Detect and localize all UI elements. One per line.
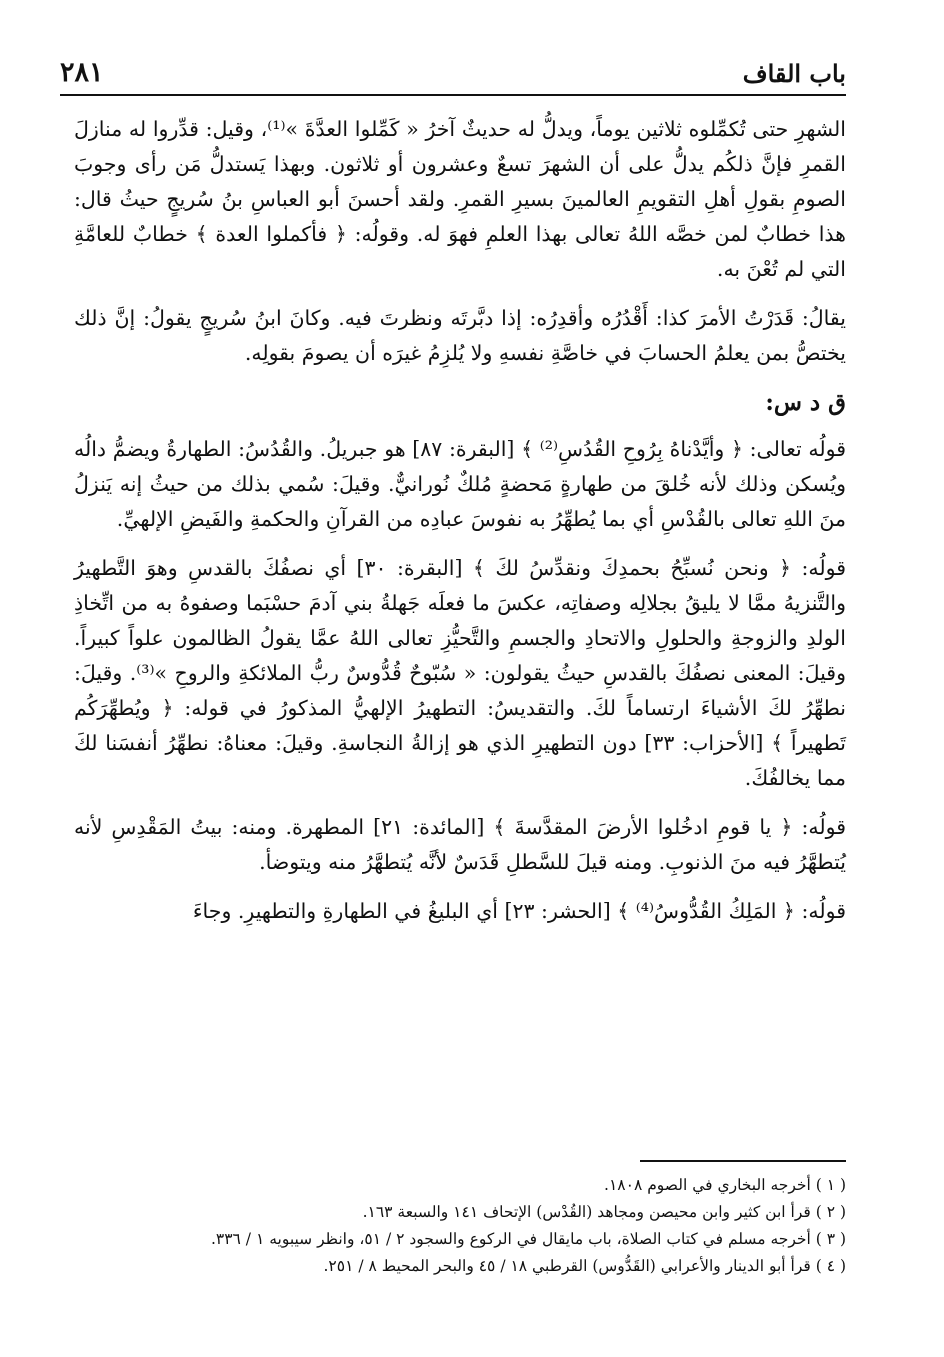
- entry-heading: ق د س:: [765, 389, 846, 416]
- footnotes: [74, 1172, 846, 1280]
- footnote: ( ١ ) أخرجه البخاري في الصوم ١٨٠٨.: [604, 1176, 846, 1194]
- main-text: [74, 112, 846, 943]
- running-title: باب القاف: [742, 59, 846, 88]
- page-number: ٢٨١: [60, 57, 104, 88]
- page-header: [60, 50, 846, 96]
- paragraph: يقالُ: قَدَرْتُ الأمرَ كذا: أَقْدُرُه وأقدِرُه: إذا دبَّرتَه ونظرتَ فيه. وكانَ ابنُ سُريجٍ يقولُ: إنَّ ذلك يختصُّ بمن يعلمُ الحسابَ في خاصَّةِ نفسهِ ولا يُلزِمُ غيرَه أن يصومَ بقولِه.: [74, 306, 846, 365]
- footnote: ( ٤ ) قرأ أبو الدينار والأعرابي (القَدُّوس) القرطبي ١٨ / ٤٥ والبحر المحيط ٨ / ٢٥١.: [323, 1257, 846, 1275]
- paragraph: الشهرِ حتى تُكمِّلوه ثلاثين يوماً، ويدلُّ له حديثٌ آخرُ « كَمِّلوا العدَّةَ »⁽¹⁾، وقيل: قدِّروا له منازلَ القمرِ فإنَّ ذلكُم يدلُّ على أن الشهرَ تسعٌ وعشرون أو ثلاثون. وبهذا يَستدلُّ مَن رأى وجوبَ الصومِ بقولِ أهلِ التقويمِ العالمينَ بسيرِ القمرِ. ولقد أحسنَ أبو العباسِ بنُ سُريجٍ حيثُ قال: هذا خطابٌ لمن خصَّه اللهُ تعالى بهذا العلمِ فهوَ له. وقولُه: ﴿ فأكملوا العدة ﴾ خطابٌ للعامَّةِ التي لم تُعْنَ به.: [74, 117, 846, 281]
- footnote: ( ٢ ) قرأ ابن كثير وابن محيصن ومجاهد (القُدْس) الإتحاف ١٤١ والسبعة ١٦٣.: [362, 1203, 846, 1221]
- footnote: ( ٣ ) أخرجه مسلم في كتاب الصلاة، باب مايقال في الركوع والسجود ٢ / ٥١، وانظر سيبويه ١ / ٣٣٦.: [210, 1230, 846, 1248]
- paragraph: قولُه: ﴿ المَلِكُ القُدُّوسُ⁽⁴⁾ ﴾ [الحشر: ٢٣] أي البليغُ في الطهارةِ والتطهيرِ. وجاءَ: [192, 899, 846, 923]
- paragraph: قولُه: ﴿ ونحن نُسبِّحُ بحمدِكَ ونقدِّسُ لكَ ﴾ [البقرة: ٣٠] أي نصفُكَ بالقدسِ وهوَ التَّطهيرُ والتَّنزيهُ ممَّا لا يليقُ بجلالِه وصفاتِه، عكسَ ما فعلَه جَهلةُ بني آدمَ حسْبَما وصفوهُ به من اتِّخاذِ الولدِ والزوجةِ والحلولِ والاتحادِ والجسمِ والتَّحيُّزِ تعالى اللهُ عمَّا يقولُ الظالمون علواً كبيراً. وقيلَ: المعنى نصفُكَ بالقدسِ حيثُ يقولون: « سُبّوحٌ قُدُّوسٌ ربُّ الملائكةِ والروحِ »⁽³⁾. وقيلَ: نطهِّرُ لكَ الأشياءَ ارتساماً لكَ. والتقديسُ: التطهيرُ الإلهيُّ المذكورُ في قوله: ﴿ ويُطهِّرَكُم تَطهيراً ﴾ [الأحزاب: ٣٣] دون التطهيرِ الذي هو إزالةُ النجاسةِ. وقيلَ: معناهُ: نطهِّرُ أنفسَنا لكَ مما يخالفُكَ.: [74, 556, 846, 790]
- footnote-divider: [640, 1160, 846, 1162]
- paragraph: قولُه تعالى: ﴿ وأيَّدْناهُ بِرُوحِ القُدُسِ⁽²⁾ ﴾ [البقرة: ٨٧] هو جبريلُ. والقُدُسُ: الطهارةُ ويضمُّ دالُه ويُسكن وذلك لأنه خُلقَ من طهارةٍ مَحضةٍ مُلكٌ نُورانيٌّ. وقيلَ: سُمي بذلك من حيثُ إنه يَنزلُ منَ اللهِ تعالى بالقُدْسِ أي بما يُطهِّرُ به نفوسَ عبادِه من القرآنِ والحكمةِ والفَيضِ الإلهيِّ.: [74, 437, 846, 531]
- paragraph: قولُه: ﴿ يا قومِ ادخُلوا الأرضَ المقدَّسةَ ﴾ [المائدة: ٢١] المطهرة. ومنه: بيتُ المَقْدِسِ لأنه يُتطهَّرُ فيه منَ الذنوبِ. ومنه قيلَ للسَّطلِ قَدَسٌ لأنَّه يُتطهَّرُ منه ويتوضأ.: [74, 815, 846, 874]
